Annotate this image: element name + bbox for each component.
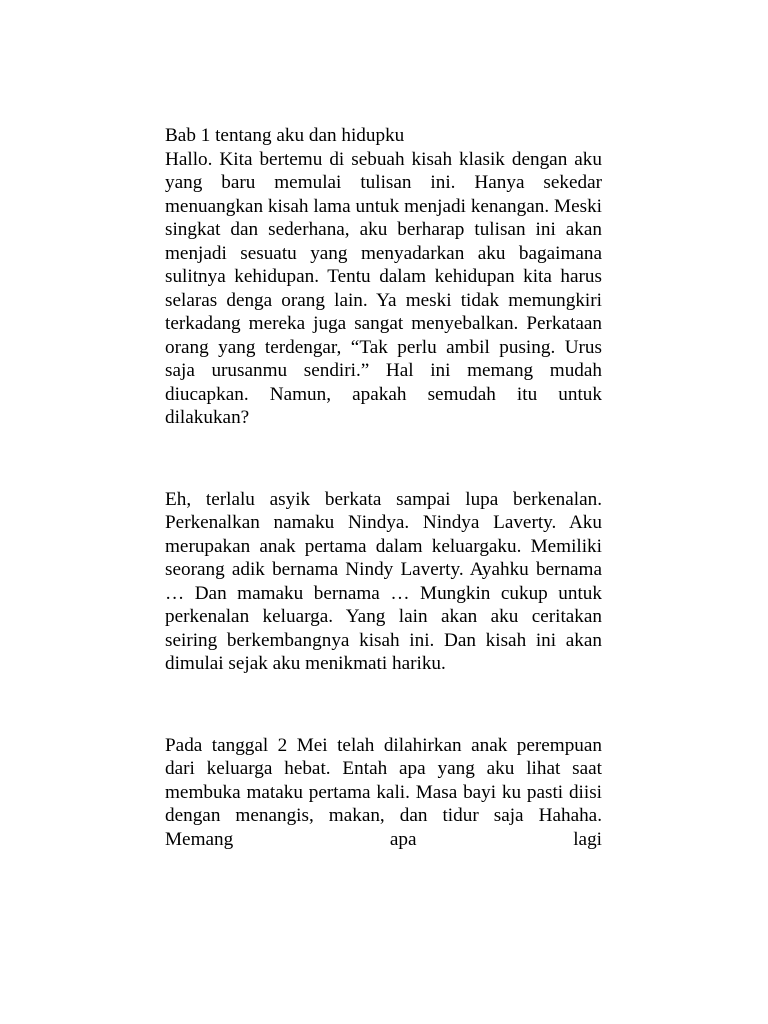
paragraph-introduction: Eh, terlalu asyik berkata sampai lupa berkenalan. Perkenalkan namaku Nindya. Nindya Laverty. Aku merupakan anak pertama dalam keluargaku. Memiliki seorang adik bernama Nindy Laverty. Ayahku bernama … Dan mamaku bernama … Mungkin cukup untuk perkenalan keluarga. Yang lain akan aku ceritakan seiring berkembangnya kisah ini. Dan kisah ini akan dimulai sejak aku menikmati hariku.	[165, 488, 602, 674]
document-page	[165, 124, 602, 851]
chapter-title: Bab 1 tentang aku dan hidupku	[165, 125, 405, 146]
paragraph-birth: Pada tanggal 2 Mei telah dilahirkan anak perempuan dari keluarga hebat. Entah apa yang aku lihat saat membuka mataku pertama kali. Masa bayi ku pasti diisi dengan menangis, makan, dan tidur saja Hahaha. Memang apa lagi	[165, 734, 602, 850]
paragraph-intro: Hallo. Kita bertemu di sebuah kisah klasik dengan aku yang baru memulai tulisan ini. Hanya sekedar menuangkan kisah lama untuk menjadi kenangan. Meski singkat dan sederhana, aku berharap tulisan ini akan menjadi sesuatu yang menyadarkan aku bagaimana sulitnya kehidupan. Tentu dalam kehidupan kita harus selaras denga orang lain. Ya meski tidak memungkiri terkadang mereka juga sangat menyebalkan. Perkataan orang yang terdengar, “Tak perlu ambil pusing. Urus saja urusanmu sendiri.” Hal ini memang mudah diucapkan. Namun, apakah semudah itu untuk dilakukan?	[165, 148, 602, 428]
